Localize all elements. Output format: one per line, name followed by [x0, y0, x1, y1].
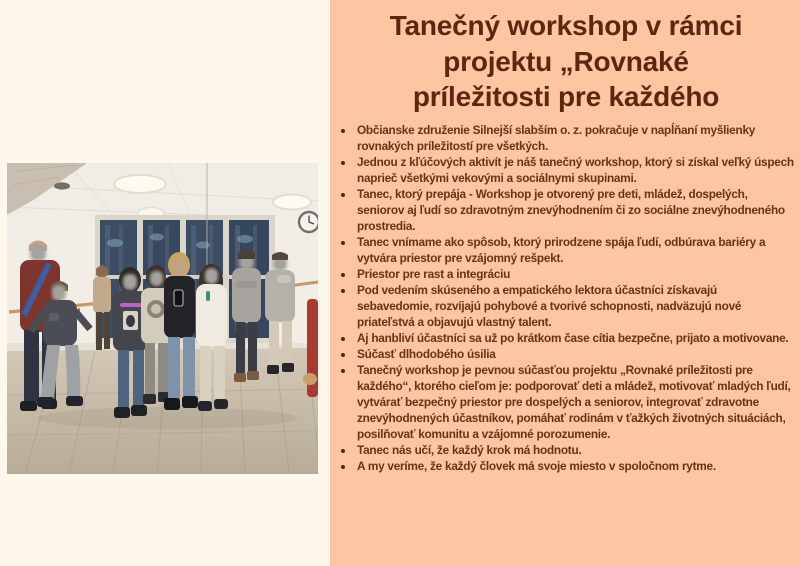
bullet-item: • Občianske združenie Silnejší slabším o. z. pokračuje v napĺňaní myšlienky rovnakých príležitostí pre všetkých. — [355, 122, 794, 154]
page-title-line: príležitosti pre každého — [412, 81, 720, 113]
bullet-list — [338, 122, 794, 475]
bullet-item: • Tanec nás učí, že každý krok má hodnotu. — [355, 442, 794, 458]
bullet-item: • Tanečný workshop je pevnou súčasťou projektu „Rovnaké príležitosti pre každého“, ktorého cieľom je: podporovať deti a mládež, motivovať mladých ľudí, vytvárať bezpečný priestor pre dospelých a seniorov, integrovať zdravotne znevýhodnených účastníkov, pomáhať rodinám v ťažkých životných situáciách, posilňovať komunitu a vzájomné porozumenie. — [355, 362, 794, 442]
workshop-photo — [7, 163, 318, 474]
bullet-item: • A my veríme, že každý človek má svoje miesto v spoločnom rytme. — [355, 458, 794, 474]
bullet-item: • Priestor pre rast a integráciu — [355, 266, 794, 282]
workshop-photo-illustration — [7, 163, 318, 474]
bullet-item: • Tanec vnímame ako spôsob, ktorý prirodzene spája ľudí, odbúrava bariéry a vytvára priestor pre vzájomný rešpekt. — [355, 234, 794, 266]
clock-icon — [299, 212, 318, 232]
bullet-item: • Aj hanbliví účastníci sa už po krátkom čase cítia bezpečne, prijato a motivovane. — [355, 330, 794, 346]
page-title — [338, 8, 794, 115]
ceiling-fixture — [54, 182, 70, 189]
photo-column — [0, 0, 330, 566]
bullet-item: • Jednou z kľúčových aktivít je náš tanečný workshop, ktorý si získal veľký úspech naprieč všetkými vekovými a sociálnymi skupinami. — [355, 154, 794, 186]
page-title-line: projektu „Rovnaké — [443, 45, 689, 77]
text-panel — [330, 0, 800, 566]
bullet-item: • Pod vedením skúseného a empatického lektora účastníci získavajú sebavedomie, rozvíjajú pohybové a tvorivé schopnosti, nadväzujú nové priateľstvá a objavujú vlastný talent. — [355, 282, 794, 330]
bullet-item: • Tanec, ktorý prepája - Workshop je otvorený pre deti, mládež, dospelých, seniorov aj ľudí so zdravotným znevýhodnením či zo sociálne znevýhodneného prostredia. — [355, 186, 794, 234]
bullet-item: • Súčasť dlhodobého úsilia — [355, 346, 794, 362]
page-title-line: Tanečný workshop v rámci — [389, 10, 743, 41]
